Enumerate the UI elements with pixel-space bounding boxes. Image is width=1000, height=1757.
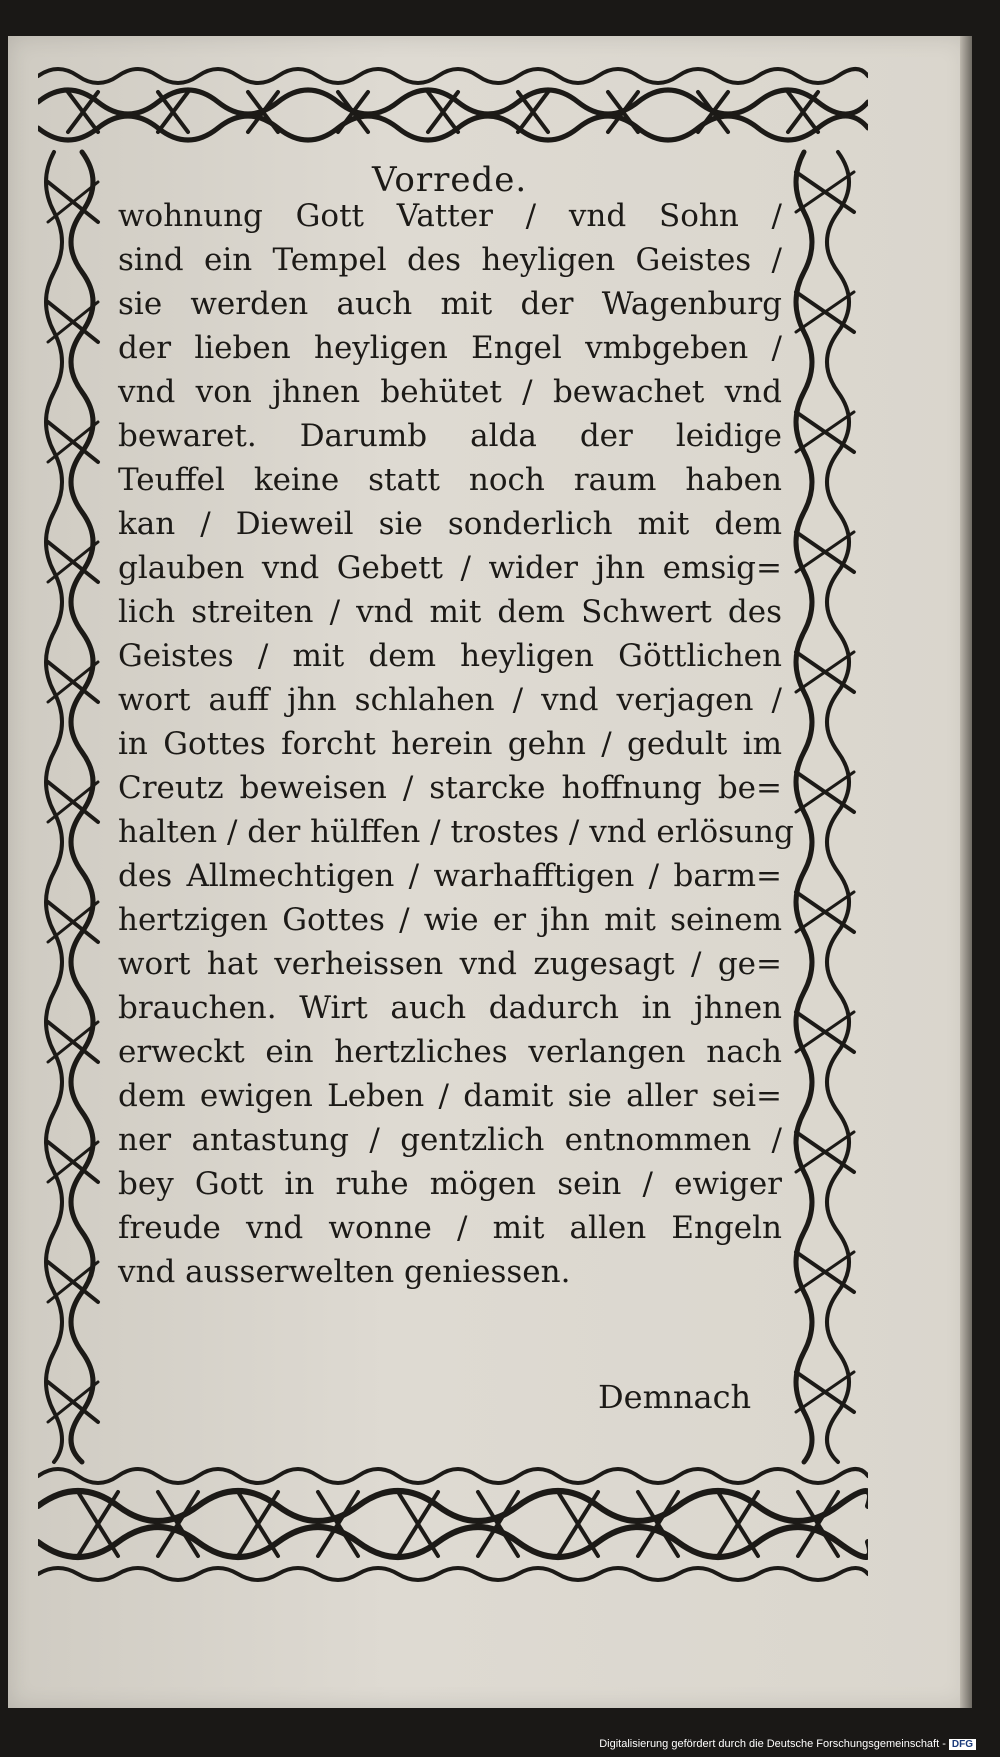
- left-ornament-band: [46, 152, 98, 1462]
- text-line: Creutz beweisen / starcke hoffnung be=: [118, 770, 782, 806]
- catchword: Demnach: [598, 1378, 752, 1416]
- bottom-ornament-band: [38, 1469, 868, 1580]
- text-line: glauben vnd Gebett / wider jhn emsig=: [118, 550, 782, 586]
- text-line: dem ewigen Leben / damit sie aller sei=: [118, 1078, 782, 1114]
- text-line: lich streiten / vnd mit dem Schwert des: [118, 594, 782, 630]
- text-line: vnd ausserwelten geniessen.: [118, 1254, 571, 1290]
- text-line: ner antastung / gentzlich entnommen /: [118, 1122, 782, 1158]
- text-line: erweckt ein hertzliches verlangen nach: [118, 1034, 782, 1070]
- funding-credit-text: Digitalisierung gefördert durch die Deutsche Forschungsgemeinschaft -: [599, 1738, 946, 1750]
- right-ornament-band: [796, 152, 854, 1462]
- text-line: Geistes / mit dem heyligen Göttlichen: [118, 638, 782, 674]
- text-line: halten / der hülffen / trostes / vnd erlösung: [118, 814, 794, 850]
- text-line: kan / Dieweil sie sonderlich mit dem: [118, 506, 782, 542]
- text-line: bewaret. Darumb alda der leidige: [118, 418, 782, 454]
- text-line: bey Gott in ruhe mögen sein / ewiger: [118, 1166, 782, 1202]
- text-line: sind ein Tempel des heyligen Geistes /: [118, 242, 782, 278]
- text-line: des Allmechtigen / warhafftigen / barm=: [118, 858, 782, 894]
- dfg-logo: DFG: [949, 1739, 976, 1750]
- top-ornament-band: [38, 69, 868, 140]
- text-line: wort auff jhn schlahen / vnd verjagen /: [118, 682, 782, 718]
- text-line: Teuffel keine statt noch raum haben: [118, 462, 782, 498]
- text-line: wohnung Gott Vatter / vnd Sohn /: [118, 198, 782, 234]
- text-line: hertzigen Gottes / wie er jhn mit seinem: [118, 902, 782, 938]
- funding-credit: [599, 1738, 976, 1750]
- text-line: wort hat verheissen vnd zugesagt / ge=: [118, 946, 782, 982]
- text-line: vnd von jhnen behütet / bewachet vnd: [118, 374, 782, 410]
- text-line: in Gottes forcht herein gehn / gedult im: [118, 726, 782, 762]
- text-line: der lieben heyligen Engel vmbgeben /: [118, 330, 782, 366]
- running-head: Vorrede.: [372, 160, 528, 200]
- text-line: freude vnd wonne / mit allen Engeln: [118, 1210, 782, 1246]
- page-edge: [960, 36, 972, 1708]
- text-line: sie werden auch mit der Wagenburg: [118, 286, 782, 322]
- text-line: brauchen. Wirt auch dadurch in jhnen: [118, 990, 782, 1026]
